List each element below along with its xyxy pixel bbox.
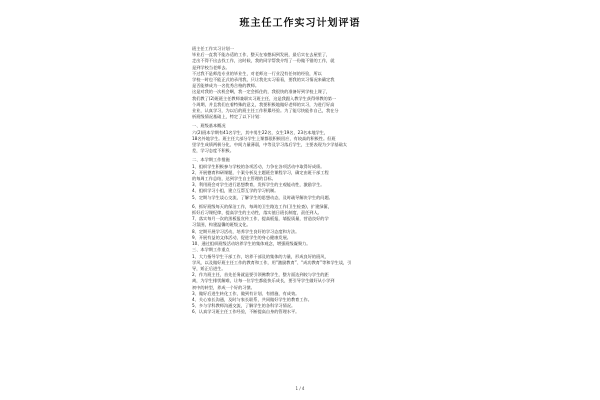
text-line: 5、定期与学生谈心交流，了解学生的思想动态，及时疏导解决学生的问题。 [192, 194, 333, 200]
text-line: 4、关心家长沟通，及时与家长联系，共同做好学生的教育工作。 [192, 296, 312, 302]
text-line: 6、抓好班级每天的保洁工作，每周的卫生路边工作(卫生检查)，扩建绿篱， [192, 203, 332, 209]
text-line: 的每周工作总结，达到学生自主管理的目标。 [192, 176, 276, 182]
text-line: 3、做好后进生转化工作，做到有计划、有措施、有成效。 [192, 290, 300, 296]
page-number: 1 / 4 [295, 386, 305, 391]
text-line: 是否能够成为一名优秀合格的教师。 [192, 83, 260, 89]
text-line: 我们教了(2)班班主任教师兼职实习班主任，这是我跟入教学生获得带教的第一 [192, 95, 337, 101]
document-body [192, 46, 414, 316]
text-line: 里学生成绩两极分化、中间力量薄弱，中等及学习落后学生，主要表现为少学基础太 [192, 142, 347, 148]
text-line: 导，矫正后进生。 [192, 265, 226, 271]
text-line: 二、本学期工作措施 [192, 157, 230, 163]
text-line: 六(2)班本学期有41名学生，其中男生22名，女生19名，23名本地学生， [192, 129, 329, 135]
text-line: 三、本学期工作重点 [192, 247, 230, 253]
text-line: 毕业后一直我不能办适的工作，整天在家憋闷到发展，最后实在去屋里了， [192, 52, 331, 58]
text-line: 析班级情况基础上，特定了以下计划： [192, 114, 264, 120]
text-line: 4、组织学习小组，建立互帮互学的学习机制。 [192, 188, 279, 194]
text-line: 一、班级基本概况 [192, 123, 226, 129]
text-line: 抓好后习课纪律，提高学生的主动性，落实值日班长制度，责任到人。 [192, 210, 322, 216]
text-line: 是到学校当老师去。 [192, 64, 230, 70]
text-line: 不过我不是师范专业的毕业生，对老师这一行业没有任何的经验，所以 [192, 70, 322, 76]
text-line: 这是对我的一次机会啊，我一定会抓住的，我很快的准备好到学校上课了， [192, 89, 331, 95]
text-line: 2、开展德育和研课题，个案分析及主题班会课程学习，确定由班干部工程 [192, 169, 329, 175]
text-line: 个周期，并且我们在着特殊的意义，我要积极地做好老师的实习，为进行好高 [192, 101, 335, 107]
text-line: 18名外地学生。班主任大部分学生上课都很积极回应，有较高的积极性。但班 [192, 135, 336, 141]
text-line: 3、利用班会对学生进行思想教育，发挥学生的主观能动性，激励学生。 [192, 182, 325, 188]
text-line: 1、组织学生积极参与学校的各项活动，力争在各项活动中取得好成绩。 [192, 163, 325, 169]
text-line: 8、定期开展学习活动，培养学生良好的学习态度和方法。 [192, 228, 300, 234]
text-line: 7、落实每月一次的黑板报宣传工作，提高板报，墙报质量，营造良好的学 [192, 216, 329, 222]
text-line: 9、开展有益的文体活动，促进学生的身心健康发展。 [192, 234, 291, 240]
text-line: 6、认真学习班主任工作经验，不断提高自身的管理水平。 [192, 309, 300, 315]
text-line: 初中的转型，养成一个好的习惯。 [192, 284, 255, 290]
text-line: 学校一时也不能正式的录用我，只让我先实习看看，要我的实习情况来确定我 [192, 77, 335, 83]
text-line: 2、作为班主任，首先任务就是要引领佛教学生，整方面达到较与学生的距 [192, 272, 329, 278]
document-title: 班主任工作实习计划评语 [239, 18, 361, 29]
text-line: 离，为学生排忧解难，让每一位学生都能快乐成长，要引导学生做好从小学到 [192, 278, 335, 284]
text-line: 差，学习态度不积极。 [192, 148, 234, 154]
text-line: 学风，以及做好班主任工作的教育和工作，用“激励教育”、“成功教育”等和学生谈，引 [192, 259, 352, 265]
text-line: 5、多与学科教师沟通交流，了解学生的各科学习情况。 [192, 303, 296, 309]
text-line: 10、通过组织班级活动培养学生的集体观念，增强班级凝聚力。 [192, 241, 311, 247]
text-line: 走出不得不出去找工作，这时候，我的同学帮我介绍了一份做不错的工作，就 [192, 58, 335, 64]
text-line: 班主任工作实习计划一 [192, 46, 234, 51]
text-line: 习氛围，构建温馨的班级文化。 [192, 222, 251, 228]
text-line: 1、大力指导学生干部工作，培养干部及的集体的力量，形成良好的班风， [192, 253, 329, 259]
text-line: 业业，认真学习，为以后的班主任工作积累经验。为了能尽快能作自己，我在分 [192, 108, 339, 114]
